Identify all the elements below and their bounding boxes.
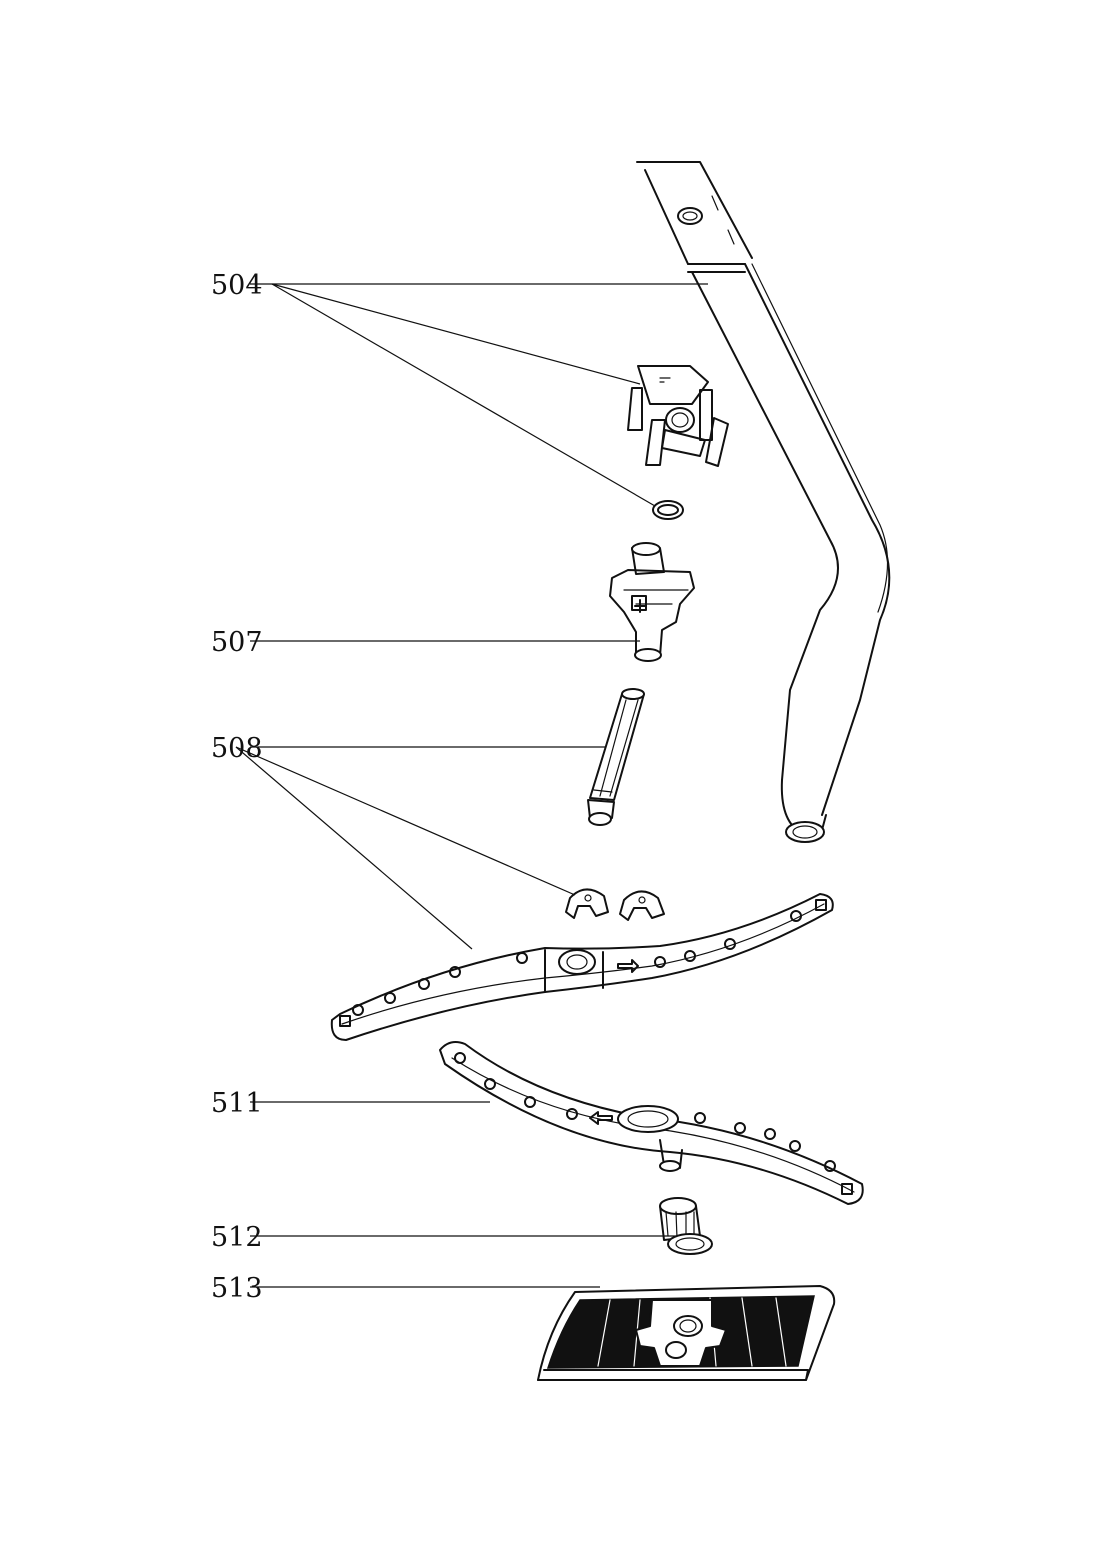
part-label-508: 508 — [211, 733, 263, 764]
leader-lines-504 — [250, 284, 708, 506]
o-ring-drawing — [653, 501, 683, 519]
leader-lines-508 — [236, 747, 606, 949]
manifold-bracket-drawing — [628, 366, 728, 466]
part-label-512: 512 — [211, 1222, 263, 1253]
part-label-507: 507 — [211, 627, 263, 658]
swivel-hub-drawing — [610, 543, 694, 661]
clip-right-drawing — [620, 891, 664, 920]
hub-nut-drawing — [660, 1198, 712, 1254]
part-label-504: 504 — [211, 270, 263, 301]
part-label-511: 511 — [211, 1088, 263, 1119]
filter-cover-drawing — [538, 1286, 834, 1380]
lower-spray-arm-drawing — [440, 1042, 863, 1204]
part-label-513: 513 — [211, 1273, 263, 1304]
connector-tube-drawing — [588, 689, 644, 825]
upper-spray-arm-drawing — [332, 894, 833, 1040]
